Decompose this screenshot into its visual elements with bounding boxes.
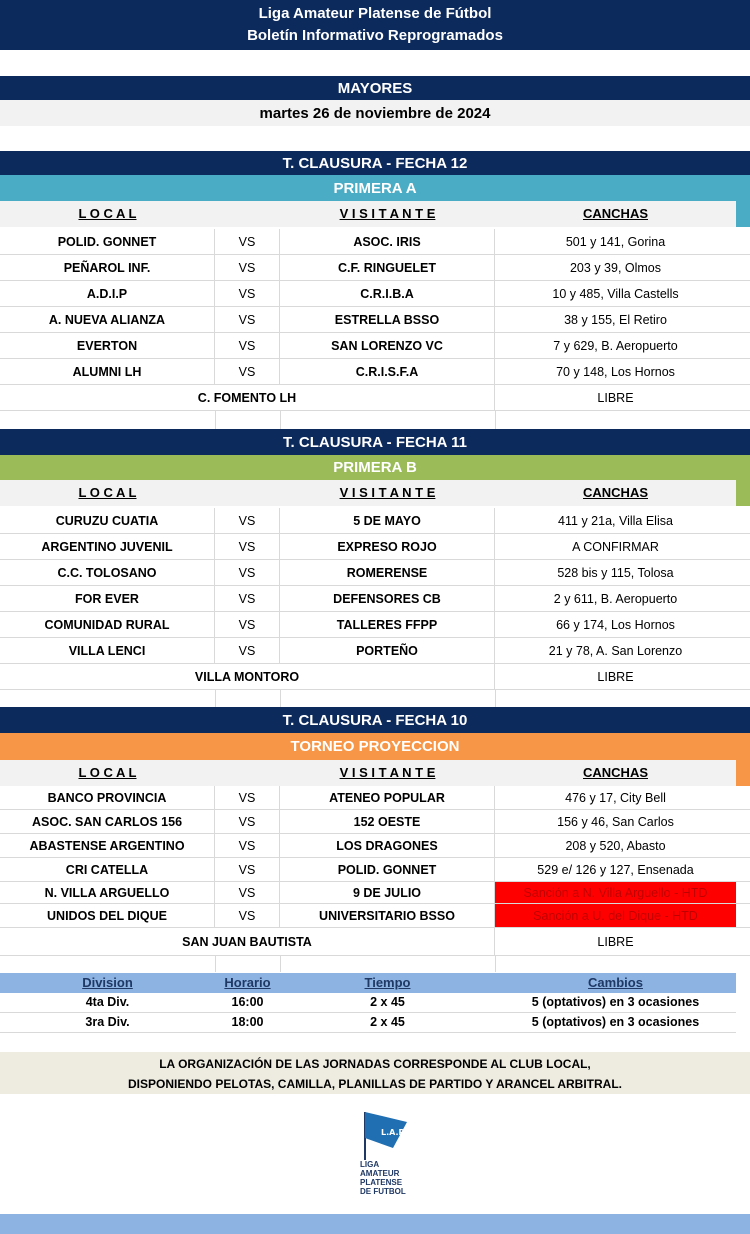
torneo-band-3: [0, 707, 750, 733]
sched-horario: 16:00: [231, 995, 264, 1009]
visitante-team: LOS DRAGONES: [280, 834, 495, 857]
side-accent: [736, 760, 750, 786]
visitante-team: C.R.I.B.A: [280, 281, 495, 306]
vs-label: VS: [215, 586, 280, 611]
category-title: MAYORES: [337, 79, 413, 97]
cancha: 7 y 629, B. Aeropuerto: [553, 338, 678, 353]
sched-col-horario: Horario: [224, 975, 271, 990]
libre-team: SAN JUAN BAUTISTA: [0, 928, 495, 955]
sched-col-tiempo: Tiempo: [364, 975, 411, 990]
torneo-title: T. CLAUSURA - FECHA 11: [283, 433, 467, 451]
bulletin-title: Boletín Informativo Reprogramados: [247, 27, 503, 44]
division-title: PRIMERA B: [333, 459, 417, 476]
local-team: ABASTENSE ARGENTINO: [0, 834, 215, 857]
spacer-row: [0, 411, 750, 429]
visitante-team: ATENEO POPULAR: [280, 786, 495, 809]
libre-label: LIBRE: [597, 390, 634, 405]
vs-label: VS: [215, 255, 280, 280]
libre-row: [0, 928, 750, 956]
column-header-row: [0, 201, 736, 227]
cancha: 38 y 155, El Retiro: [564, 312, 667, 327]
vs-label: VS: [215, 229, 280, 254]
cancha: 70 y 148, Los Hornos: [556, 364, 675, 379]
cancha: 156 y 46, San Carlos: [557, 814, 674, 829]
cancha: 411 y 21a, Villa Elisa: [558, 513, 673, 528]
local-team: VILLA LENCI: [0, 638, 215, 663]
date-band: [0, 100, 750, 126]
vs-label: VS: [215, 281, 280, 306]
match-row: [0, 560, 750, 586]
col-visitante: V I S I T A N T E: [339, 765, 436, 780]
visitante-team: 5 DE MAYO: [280, 508, 495, 533]
visitante-team: POLID. GONNET: [280, 858, 495, 881]
cancha: 528 bis y 115, Tolosa: [557, 565, 674, 580]
match-row: [0, 508, 750, 534]
vs-label: VS: [215, 508, 280, 533]
libre-label: LIBRE: [597, 669, 634, 684]
visitante-team: ASOC. IRIS: [280, 229, 495, 254]
match-row: [0, 534, 750, 560]
col-canchas: CANCHAS: [583, 765, 648, 780]
local-team: COMUNIDAD RURAL: [0, 612, 215, 637]
local-team: BANCO PROVINCIA: [0, 786, 215, 809]
visitante-team: C.R.I.S.F.A: [280, 359, 495, 384]
local-team: PEÑAROL INF.: [0, 255, 215, 280]
local-team: C.C. TOLOSANO: [0, 560, 215, 585]
match-row: [0, 229, 750, 255]
match-row: [0, 786, 750, 810]
vs-label: VS: [215, 560, 280, 585]
local-team: ASOC. SAN CARLOS 156: [0, 810, 215, 833]
match-row: [0, 255, 750, 281]
cancha: 21 y 78, A. San Lorenzo: [548, 643, 683, 658]
sched-cambios: 5 (optativos) en 3 ocasiones: [531, 995, 700, 1009]
torneo-title: T. CLAUSURA - FECHA 12: [282, 154, 468, 172]
local-team: ALUMNI LH: [0, 359, 215, 384]
sched-cambios: 5 (optativos) en 3 ocasiones: [531, 1015, 700, 1029]
visitante-team: ROMERENSE: [280, 560, 495, 585]
local-team: POLID. GONNET: [0, 229, 215, 254]
division-band-primera-b: [0, 455, 750, 480]
footer-bar: [0, 1214, 750, 1234]
libre-row: [0, 385, 750, 411]
local-team: N. VILLA ARGUELLO: [0, 882, 215, 903]
logo-flag-text: L.A.P: [381, 1128, 405, 1137]
sancion-cancha: Sanción a N. Villa Arguello - HTD: [495, 882, 736, 903]
match-row: [0, 612, 750, 638]
visitante-team: 9 DE JULIO: [280, 882, 495, 903]
local-team: A.D.I.P: [0, 281, 215, 306]
cancha: 203 y 39, Olmos: [569, 260, 661, 275]
sched-division: 3ra Div.: [85, 1015, 130, 1029]
torneo-band-1: [0, 151, 750, 175]
visitante-team: DEFENSORES CB: [280, 586, 495, 611]
visitante-team: SAN LORENZO VC: [280, 333, 495, 358]
visitante-team: C.F. RINGUELET: [280, 255, 495, 280]
vs-label: VS: [215, 882, 280, 903]
visitante-team: UNIVERSITARIO BSSO: [280, 904, 495, 927]
local-team: FOR EVER: [0, 586, 215, 611]
match-row: [0, 359, 750, 385]
note-line-2: DISPONIENDO PELOTAS, CAMILLA, PLANILLAS DE PARTIDO Y ARANCEL ARBITRAL.: [127, 1077, 622, 1091]
visitante-team: EXPRESO ROJO: [280, 534, 495, 559]
col-local: L O C A L: [78, 206, 137, 221]
vs-label: VS: [215, 858, 280, 881]
logo-line: DE FUTBOL: [360, 1187, 406, 1196]
sched-division: 4ta Div.: [85, 995, 130, 1009]
league-name: Liga Amateur Platense de Fútbol: [258, 5, 492, 22]
col-local: L O C A L: [78, 765, 137, 780]
logo-wordmark: [360, 1160, 406, 1196]
match-row: [0, 858, 750, 882]
spacer-row: [0, 690, 750, 707]
libre-label: LIBRE: [597, 934, 634, 949]
local-team: CURUZU CUATIA: [0, 508, 215, 533]
match-row: [0, 281, 750, 307]
division-band-proyeccion: [0, 733, 750, 760]
visitante-team: PORTEÑO: [280, 638, 495, 663]
cancha: 2 y 611, B. Aeropuerto: [553, 591, 678, 606]
match-row: [0, 307, 750, 333]
column-header-row: [0, 480, 736, 506]
match-date: martes 26 de noviembre de 2024: [259, 104, 491, 122]
vs-label: VS: [215, 534, 280, 559]
cancha: 208 y 520, Abasto: [565, 838, 666, 853]
logo-line: AMATEUR: [360, 1169, 400, 1178]
local-team: EVERTON: [0, 333, 215, 358]
visitante-team: 152 OESTE: [280, 810, 495, 833]
logo-line: LIGA: [360, 1160, 380, 1169]
sched-tiempo: 2 x 45: [370, 1015, 405, 1029]
torneo-band-2: [0, 429, 750, 455]
col-visitante: V I S I T A N T E: [339, 206, 436, 221]
division-title: TORNEO PROYECCION: [290, 738, 460, 755]
schedule-header: [0, 973, 736, 993]
col-canchas: CANCHAS: [583, 206, 648, 221]
cancha: 66 y 174, Los Hornos: [556, 617, 675, 632]
local-team: A. NUEVA ALIANZA: [0, 307, 215, 332]
division-band-primera-a: [0, 175, 750, 201]
vs-label: VS: [215, 307, 280, 332]
cancha: 529 e/ 126 y 127, Ensenada: [537, 862, 694, 877]
bulletin-header: [0, 0, 750, 50]
sched-tiempo: 2 x 45: [370, 995, 405, 1009]
vs-label: VS: [215, 359, 280, 384]
match-row: [0, 586, 750, 612]
cancha: 10 y 485, Villa Castells: [552, 286, 679, 301]
col-local: L O C A L: [78, 485, 137, 500]
sched-horario: 18:00: [231, 1015, 264, 1029]
sched-col-cambios: Cambios: [588, 975, 643, 990]
visitante-team: TALLERES FFPP: [280, 612, 495, 637]
local-team: ARGENTINO JUVENIL: [0, 534, 215, 559]
torneo-title: T. CLAUSURA - FECHA 10: [282, 711, 468, 729]
libre-row: [0, 664, 750, 690]
vs-label: VS: [215, 810, 280, 833]
match-row: [0, 810, 750, 834]
cancha: A CONFIRMAR: [572, 539, 659, 554]
match-row: [0, 904, 750, 928]
sched-col-division: Division: [82, 975, 133, 990]
match-row: [0, 638, 750, 664]
vs-label: VS: [215, 904, 280, 927]
cancha: 501 y 141, Gorina: [565, 234, 666, 249]
match-row: [0, 882, 750, 904]
libre-team: VILLA MONTORO: [0, 664, 495, 689]
col-canchas: CANCHAS: [583, 485, 648, 500]
visitante-team: ESTRELLA BSSO: [280, 307, 495, 332]
match-row: [0, 333, 750, 359]
column-header-row: [0, 760, 736, 786]
side-accent: [736, 480, 750, 506]
note-line-1: LA ORGANIZACIÓN DE LAS JORNADAS CORRESPONDE AL CLUB LOCAL,: [159, 1057, 591, 1071]
side-accent: [736, 201, 750, 227]
local-team: CRI CATELLA: [0, 858, 215, 881]
match-row: [0, 834, 750, 858]
logo-line: PLATENSE: [360, 1178, 403, 1187]
sancion-cancha: Sanción a U. del Dique - HTD: [495, 904, 736, 927]
local-team: UNIDOS DEL DIQUE: [0, 904, 215, 927]
schedule-row: [0, 1013, 736, 1033]
vs-label: VS: [215, 834, 280, 857]
organization-note: [0, 1052, 750, 1094]
cancha: 476 y 17, City Bell: [565, 790, 666, 805]
vs-label: VS: [215, 786, 280, 809]
spacer-row: [0, 956, 750, 972]
vs-label: VS: [215, 612, 280, 637]
division-title: PRIMERA A: [333, 179, 417, 197]
category-band: [0, 76, 750, 100]
col-visitante: V I S I T A N T E: [339, 485, 436, 500]
vs-label: VS: [215, 333, 280, 358]
vs-label: VS: [215, 638, 280, 663]
schedule-row: [0, 993, 736, 1013]
libre-team: C. FOMENTO LH: [0, 385, 495, 410]
